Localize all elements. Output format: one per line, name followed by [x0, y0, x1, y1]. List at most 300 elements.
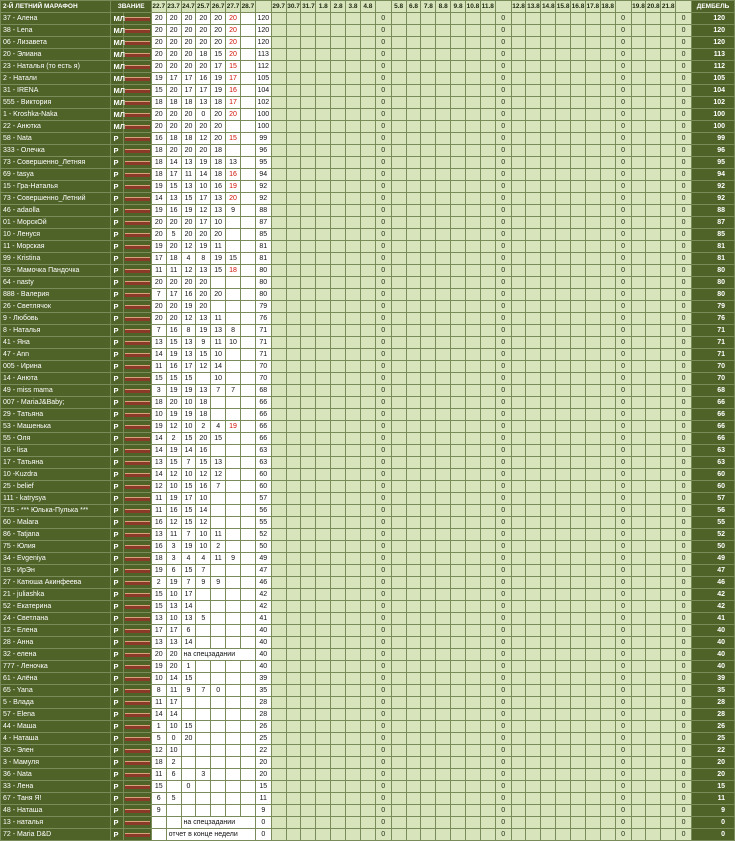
day-value [226, 589, 241, 601]
day-value [421, 793, 436, 805]
week-total: 0 [495, 697, 511, 709]
day-value [631, 145, 646, 157]
day-value [451, 445, 466, 457]
day-value [271, 229, 286, 241]
day-value [585, 337, 600, 349]
day-value [406, 565, 421, 577]
day-value [571, 589, 586, 601]
day-value [360, 505, 375, 517]
day-value [646, 745, 661, 757]
day-value [451, 337, 466, 349]
day-value [421, 757, 436, 769]
day-value [631, 169, 646, 181]
day-value [661, 769, 676, 781]
day-value [480, 181, 495, 193]
week-total: 0 [615, 589, 631, 601]
table-row [1, 349, 735, 361]
rank-stripe-icon [124, 397, 152, 409]
day-value [316, 673, 331, 685]
week-total: 0 [615, 829, 631, 841]
day-value [480, 37, 495, 49]
day-value [331, 481, 346, 493]
day-value [286, 661, 301, 673]
week-total: 0 [375, 157, 391, 169]
week-total: 0 [495, 337, 511, 349]
day-value [346, 829, 361, 841]
date-header: 7.8 [421, 1, 436, 13]
day-value [600, 181, 615, 193]
week-total: 0 [375, 529, 391, 541]
participant-name: 37 - Алена [1, 13, 111, 25]
day-value [226, 289, 241, 301]
day-value [661, 181, 676, 193]
day-value [646, 757, 661, 769]
week-total: 88 [255, 205, 271, 217]
day-value [511, 373, 526, 385]
day-value: 20 [166, 277, 181, 289]
day-value [465, 565, 480, 577]
rank-badge: Р [111, 361, 124, 373]
week-total: 42 [255, 589, 271, 601]
day-value [556, 301, 571, 313]
participant-name: 12 - Елена [1, 625, 111, 637]
day-value [286, 409, 301, 421]
participant-name: 20 - Элиана [1, 49, 111, 61]
day-value [511, 325, 526, 337]
week-total: 0 [676, 289, 692, 301]
day-value [391, 229, 406, 241]
day-value: 18 [151, 757, 166, 769]
table-row [1, 157, 735, 169]
participant-name: 21 - juliashka [1, 589, 111, 601]
day-value: 17 [166, 73, 181, 85]
day-value [181, 709, 196, 721]
day-value [240, 685, 255, 697]
day-value [436, 289, 451, 301]
day-value [286, 37, 301, 49]
day-value [571, 241, 586, 253]
week-total: 0 [676, 409, 692, 421]
dembel-total: 70 [692, 373, 735, 385]
day-value [631, 829, 646, 841]
day-value: 19 [211, 85, 226, 97]
rank-stripe-icon [124, 13, 152, 25]
day-value: 13 [151, 529, 166, 541]
day-value [436, 769, 451, 781]
date-header: 27.7 [226, 1, 241, 13]
day-value [571, 565, 586, 577]
week-total: 0 [495, 277, 511, 289]
day-value [571, 61, 586, 73]
day-value [360, 37, 375, 49]
day-value [631, 469, 646, 481]
week-total: 0 [495, 517, 511, 529]
day-value [331, 289, 346, 301]
day-value [661, 589, 676, 601]
week-total: 0 [676, 217, 692, 229]
day-value [240, 385, 255, 397]
day-value: 13 [181, 349, 196, 361]
day-value: 3 [151, 385, 166, 397]
dembel-total: 96 [692, 145, 735, 157]
day-value [240, 637, 255, 649]
week-total-header [255, 1, 271, 13]
day-value [541, 793, 556, 805]
date-header: 23.7 [166, 1, 181, 13]
rank-badge: Р [111, 517, 124, 529]
day-value [360, 697, 375, 709]
day-value [465, 577, 480, 589]
day-value [346, 469, 361, 481]
day-value [436, 505, 451, 517]
date-header: 12.8 [511, 1, 526, 13]
week-total: 0 [495, 805, 511, 817]
day-value [286, 457, 301, 469]
day-value [526, 157, 541, 169]
day-value [271, 493, 286, 505]
day-value [406, 721, 421, 733]
day-value [556, 505, 571, 517]
day-value [631, 301, 646, 313]
day-value [661, 493, 676, 505]
day-value: 17 [226, 73, 241, 85]
day-value [331, 637, 346, 649]
day-value [436, 709, 451, 721]
table-body [1, 1, 735, 841]
day-value [331, 133, 346, 145]
week-total: 40 [255, 625, 271, 637]
day-value [480, 85, 495, 97]
day-value [571, 253, 586, 265]
day-value [360, 409, 375, 421]
day-value [600, 649, 615, 661]
day-value [316, 721, 331, 733]
week-total: 0 [615, 97, 631, 109]
week-total: 0 [615, 649, 631, 661]
day-value: 20 [226, 109, 241, 121]
day-value [196, 637, 211, 649]
week-total: 0 [375, 349, 391, 361]
day-value [451, 349, 466, 361]
day-value [301, 337, 316, 349]
table-row [1, 241, 735, 253]
day-value [406, 361, 421, 373]
day-value [465, 361, 480, 373]
day-value: 20 [151, 13, 166, 25]
day-value [181, 757, 196, 769]
day-value [436, 685, 451, 697]
day-value [346, 277, 361, 289]
day-value [631, 541, 646, 553]
date-header: 15.8 [556, 1, 571, 13]
week-total: 0 [375, 589, 391, 601]
day-value [571, 157, 586, 169]
day-value [556, 709, 571, 721]
day-value [465, 337, 480, 349]
day-value: 20 [211, 37, 226, 49]
day-value [480, 121, 495, 133]
stripe-icon [125, 89, 150, 93]
day-value: 19 [181, 541, 196, 553]
day-value [436, 61, 451, 73]
day-value [421, 565, 436, 577]
day-value [600, 637, 615, 649]
week-total: 0 [676, 337, 692, 349]
day-value [360, 133, 375, 145]
table-row [1, 193, 735, 205]
day-value [391, 145, 406, 157]
day-value [331, 613, 346, 625]
day-value: 5 [166, 229, 181, 241]
rank-badge: Р [111, 421, 124, 433]
day-value [631, 193, 646, 205]
week-total: 0 [676, 85, 692, 97]
day-value [391, 289, 406, 301]
day-value [301, 541, 316, 553]
day-value: 10 [181, 421, 196, 433]
day-value [631, 397, 646, 409]
week-total: 0 [676, 253, 692, 265]
day-value [211, 409, 226, 421]
day-value: 12 [151, 745, 166, 757]
dembel-total: 71 [692, 349, 735, 361]
day-value [360, 361, 375, 373]
day-value [331, 241, 346, 253]
day-value [391, 457, 406, 469]
day-value [316, 61, 331, 73]
day-value [541, 541, 556, 553]
table-row [1, 793, 735, 805]
day-value: 13 [181, 181, 196, 193]
day-value [646, 289, 661, 301]
day-value [406, 637, 421, 649]
day-value [331, 661, 346, 673]
day-value [480, 49, 495, 61]
day-value [511, 661, 526, 673]
day-value [301, 781, 316, 793]
dembel-total: 50 [692, 541, 735, 553]
day-value [331, 265, 346, 277]
rank-badge: Р [111, 457, 124, 469]
day-value [421, 601, 436, 613]
day-value [286, 361, 301, 373]
week-total: 0 [615, 673, 631, 685]
day-value [421, 25, 436, 37]
day-value [346, 157, 361, 169]
week-total: 0 [375, 781, 391, 793]
day-value [240, 721, 255, 733]
day-value [600, 577, 615, 589]
day-value [541, 613, 556, 625]
day-value [331, 361, 346, 373]
day-value [585, 145, 600, 157]
week-total: 0 [495, 793, 511, 805]
stripe-icon [125, 797, 150, 801]
day-value [286, 829, 301, 841]
stripe-icon [125, 785, 150, 789]
day-value [541, 481, 556, 493]
day-value [526, 433, 541, 445]
day-value: 15 [181, 721, 196, 733]
day-value [571, 325, 586, 337]
rank-stripe-icon [124, 637, 152, 649]
day-value [286, 133, 301, 145]
day-value [196, 601, 211, 613]
day-value: 20 [196, 145, 211, 157]
day-value [301, 493, 316, 505]
day-value [391, 793, 406, 805]
day-value [346, 181, 361, 193]
day-value: 18 [181, 97, 196, 109]
day-value [316, 409, 331, 421]
day-value: 6 [151, 793, 166, 805]
day-value [391, 205, 406, 217]
day-value [421, 409, 436, 421]
day-value [286, 589, 301, 601]
day-value [406, 49, 421, 61]
day-value [346, 613, 361, 625]
participant-name: 53 - Машенька [1, 421, 111, 433]
day-value [240, 181, 255, 193]
day-value [465, 721, 480, 733]
day-value [271, 817, 286, 829]
day-value [346, 589, 361, 601]
week-total: 0 [375, 25, 391, 37]
day-value: 13 [196, 265, 211, 277]
day-value [316, 385, 331, 397]
day-value [346, 517, 361, 529]
day-value [331, 157, 346, 169]
day-value [406, 241, 421, 253]
day-value [346, 133, 361, 145]
day-value [480, 553, 495, 565]
day-value [541, 493, 556, 505]
day-value [436, 73, 451, 85]
day-value [571, 685, 586, 697]
day-value: 20 [166, 649, 181, 661]
day-value [646, 73, 661, 85]
day-value [585, 721, 600, 733]
day-value [480, 493, 495, 505]
day-value: 19 [211, 253, 226, 265]
day-value [360, 157, 375, 169]
day-value: 20 [226, 13, 241, 25]
day-value [240, 361, 255, 373]
day-value: 11 [181, 169, 196, 181]
day-value [571, 373, 586, 385]
day-value [406, 73, 421, 85]
day-value [346, 805, 361, 817]
week-total: 0 [375, 733, 391, 745]
week-total: 0 [495, 409, 511, 421]
rank-stripe-icon [124, 541, 152, 553]
week-total: 0 [495, 745, 511, 757]
day-value: 14 [151, 349, 166, 361]
day-value [526, 25, 541, 37]
week-total: 0 [375, 85, 391, 97]
day-value [511, 73, 526, 85]
table-row [1, 337, 735, 349]
day-value [360, 517, 375, 529]
participant-name: 111 - katrysya [1, 493, 111, 505]
day-value [661, 349, 676, 361]
day-value [346, 709, 361, 721]
week-total: 0 [615, 85, 631, 97]
day-value [585, 685, 600, 697]
day-value [316, 637, 331, 649]
day-value [661, 781, 676, 793]
week-total: 0 [375, 145, 391, 157]
header-row [1, 1, 735, 13]
week-total: 0 [676, 829, 692, 841]
day-value [301, 217, 316, 229]
week-total: 0 [495, 505, 511, 517]
day-value [661, 157, 676, 169]
rank-badge: Р [111, 325, 124, 337]
week-total: 0 [495, 553, 511, 565]
day-value [346, 385, 361, 397]
week-total: 0 [676, 529, 692, 541]
day-value [316, 133, 331, 145]
week-total: 41 [255, 613, 271, 625]
day-value [511, 805, 526, 817]
week-total: 0 [676, 793, 692, 805]
day-value [480, 217, 495, 229]
stripe-icon [125, 185, 150, 189]
rank-stripe-icon [124, 817, 152, 829]
day-value [465, 313, 480, 325]
day-value [421, 157, 436, 169]
day-value [600, 817, 615, 829]
day-value [331, 601, 346, 613]
day-value [511, 121, 526, 133]
day-value [526, 409, 541, 421]
day-value [631, 205, 646, 217]
day-value [541, 361, 556, 373]
week-total: 0 [495, 601, 511, 613]
day-value [421, 445, 436, 457]
day-value [556, 781, 571, 793]
week-total: 66 [255, 409, 271, 421]
day-value [421, 325, 436, 337]
day-value [571, 781, 586, 793]
day-value [661, 61, 676, 73]
day-value [436, 577, 451, 589]
participant-name: 23 - Наталья (то есть я) [1, 61, 111, 73]
day-value [301, 133, 316, 145]
day-value [571, 757, 586, 769]
day-value [211, 445, 226, 457]
day-value [451, 13, 466, 25]
day-value [271, 277, 286, 289]
week-total: 104 [255, 85, 271, 97]
day-value [271, 673, 286, 685]
day-value [465, 289, 480, 301]
day-value [331, 457, 346, 469]
day-value [226, 661, 241, 673]
day-value [360, 313, 375, 325]
table-row [1, 661, 735, 673]
day-value [436, 241, 451, 253]
day-value [286, 421, 301, 433]
day-value [421, 541, 436, 553]
dembel-total: 95 [692, 157, 735, 169]
rank-stripe-icon [124, 109, 152, 121]
day-value [286, 289, 301, 301]
day-value: 9 [196, 337, 211, 349]
day-value [571, 601, 586, 613]
day-value [360, 685, 375, 697]
